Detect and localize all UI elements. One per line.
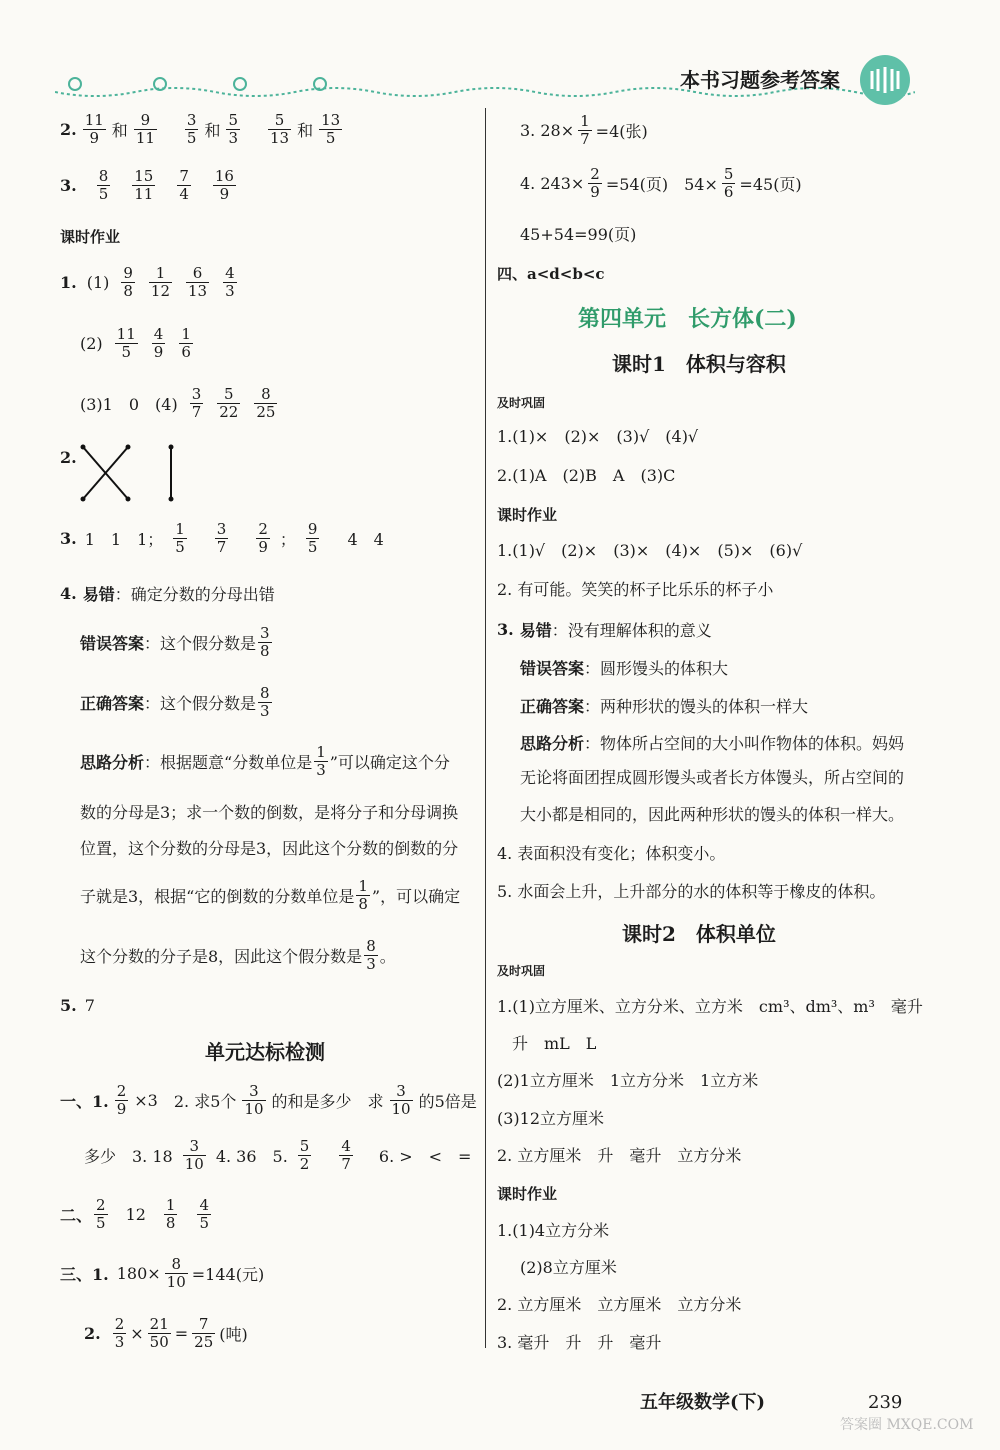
num: 3: [390, 1083, 413, 1101]
den: 5: [307, 538, 318, 556]
text: ”可以确定这个分: [329, 753, 450, 772]
text: ；: [279, 530, 296, 549]
num: 1: [358, 877, 368, 895]
den: 25: [256, 403, 276, 421]
analysis-line-3: 位置，这个分数的分母是3，因此这个分数的倒数的分: [80, 839, 459, 858]
num: 9: [123, 264, 133, 282]
fraction: [152, 326, 166, 361]
b3-analysis-3: 大小都是相同的，因此两种形状的馒头的体积一样大。: [520, 805, 905, 824]
text: =4(张): [595, 122, 648, 141]
num: 2: [96, 1196, 106, 1214]
fraction: [134, 112, 157, 147]
b5: 5. 水面会上升，上升部分的水的体积等于橡皮的体积。: [497, 882, 886, 901]
den: 7: [191, 403, 202, 421]
num: 15: [134, 167, 154, 185]
num: 3: [216, 520, 227, 538]
num: 4: [225, 264, 235, 282]
num: 2: [590, 165, 600, 183]
left-answer-3: [60, 168, 238, 203]
fraction: [390, 1083, 413, 1118]
num: 2: [116, 1082, 127, 1100]
label: 2.: [84, 1324, 101, 1343]
den: 8: [165, 1214, 176, 1232]
den: 3: [260, 702, 270, 720]
left-q4: [60, 582, 275, 605]
fraction: [190, 386, 204, 421]
fraction: [177, 168, 191, 203]
den: 5: [96, 1214, 106, 1232]
num: 1: [175, 520, 185, 538]
d1b: (2)8立方厘米: [520, 1258, 617, 1277]
den: 11: [135, 129, 155, 147]
den: 7: [580, 130, 590, 148]
r4b: 45+54=99(页): [520, 225, 637, 244]
fraction: [185, 112, 199, 147]
left-q1b: [80, 326, 195, 361]
review2-label: 及时巩固: [497, 964, 546, 978]
label: 思路分析: [80, 753, 145, 772]
den: 11: [134, 185, 154, 203]
den: 2: [299, 1155, 310, 1173]
lesson2-title: 课时2 体积单位: [622, 922, 776, 946]
fraction: [578, 113, 592, 148]
den: 6: [723, 183, 734, 201]
unit-test-title: 单元达标检测: [205, 1040, 325, 1064]
text: 的5倍是: [418, 1092, 477, 1111]
homework-label: 课时作业: [497, 506, 558, 524]
label: 错误答案: [80, 634, 145, 653]
num: 5: [299, 1137, 310, 1155]
text: 1 1 1；: [84, 530, 164, 549]
fraction: [197, 1197, 211, 1232]
num: 11: [84, 111, 104, 129]
den: 9: [590, 183, 600, 201]
fraction: [179, 326, 193, 361]
num: 5: [217, 386, 240, 404]
fraction: [192, 1316, 215, 1351]
num: 3: [260, 624, 270, 642]
num: 13: [321, 111, 341, 129]
fraction: [364, 938, 378, 973]
num: 3.: [60, 529, 77, 548]
fraction: [164, 1197, 178, 1232]
den: 5: [325, 129, 336, 147]
den: 12: [150, 282, 171, 300]
text: 180×: [116, 1264, 161, 1283]
fraction: [319, 112, 342, 147]
text: =: [174, 1324, 189, 1343]
fraction: [165, 1256, 188, 1291]
fraction: [94, 1197, 108, 1232]
fraction: [183, 1138, 206, 1173]
num: 4: [341, 1137, 351, 1155]
text: ：没有理解体积的意义: [551, 621, 712, 640]
text: 4. 36 5.: [215, 1147, 288, 1166]
b3-right: [520, 694, 808, 717]
text: 和: [297, 121, 314, 140]
text: ”，可以确定: [371, 887, 461, 906]
fraction: [97, 168, 111, 203]
fraction: [314, 744, 328, 779]
den: 4: [179, 185, 189, 203]
num: 9: [134, 112, 157, 130]
fraction: [83, 112, 106, 147]
b1: 1.(1)√ (2)× (3)× (4)× (5)× (6)√: [497, 541, 803, 560]
text: ：根据题意“分数单位是: [144, 753, 313, 772]
label: 错误答案: [520, 659, 585, 678]
den: 9: [89, 129, 100, 147]
text: 这个分数的分子是8，因此这个假分数是: [80, 947, 363, 966]
label: 易错: [519, 621, 552, 640]
num: 3: [242, 1083, 265, 1101]
fraction: [113, 1316, 127, 1351]
num: 2: [114, 1315, 125, 1333]
text: ×: [130, 1324, 144, 1343]
b4: 4. 表面积没有变化；体积变小。: [497, 844, 726, 863]
num: 11: [116, 325, 136, 343]
c1b: 升 mL L: [512, 1034, 597, 1053]
d2: 2. 立方厘米 立方厘米 立方分米: [497, 1295, 742, 1314]
fraction: [215, 521, 229, 556]
num: 4: [153, 325, 164, 343]
text: ：物体所占空间的大小叫作物体的体积。妈妈: [584, 734, 905, 753]
header-title: 本书习题参考答案: [680, 68, 840, 92]
fraction: [258, 625, 272, 660]
fraction: [213, 168, 236, 203]
b3-analysis-2: 无论将面团捏成圆形馒头或者长方体馒头，所占空间的: [520, 768, 905, 787]
watermark: 答案圈 MXQE.COM: [840, 1417, 974, 1433]
num: 3: [186, 111, 197, 129]
den: 3: [366, 955, 376, 973]
label: 一、1.: [60, 1092, 109, 1111]
text: 3. 28×: [520, 121, 575, 140]
book-icon-glyph: [860, 55, 910, 105]
b3-analysis: [520, 731, 904, 754]
label: 正确答案: [520, 697, 585, 716]
lesson1-title: 课时1 体积与容积: [612, 352, 786, 376]
c2: 2. 立方厘米 升 毫升 立方分米: [497, 1146, 742, 1165]
num: 5: [228, 111, 239, 129]
fraction: [121, 265, 135, 300]
fraction: [254, 386, 277, 421]
den: 50: [149, 1333, 169, 1351]
den: 10: [166, 1273, 186, 1291]
a1: 1.(1)× (2)× (3)√ (4)√: [497, 427, 699, 446]
num: 2: [258, 520, 268, 538]
den: 9: [153, 343, 164, 361]
den: 10: [184, 1155, 204, 1173]
left-analysis-4: [80, 878, 460, 913]
fraction: [148, 1316, 171, 1351]
den: 13: [188, 282, 208, 300]
fraction: [356, 878, 370, 913]
num: 8: [98, 167, 109, 185]
den: 7: [216, 538, 227, 556]
text: 4. 243×: [520, 174, 585, 193]
num: 5: [268, 112, 291, 130]
text: 7: [84, 996, 95, 1015]
num: 1: [165, 1196, 176, 1214]
text: ：圆形馒头的体积大: [584, 659, 729, 678]
num: 8: [254, 386, 277, 404]
left-q1a: [60, 265, 239, 300]
label: (1): [86, 273, 110, 292]
text: ：两种形状的馒头的体积一样大: [584, 697, 809, 716]
b3: [497, 618, 712, 641]
den: 8: [260, 642, 270, 660]
num: 3.: [60, 176, 77, 195]
den: 25: [194, 1333, 214, 1351]
text: 子就是3，根据“它的倒数的分数单位是: [80, 887, 355, 906]
left-q3: [60, 521, 384, 556]
text: (吨): [219, 1325, 248, 1344]
d1a: 1.(1)4立方分米: [497, 1221, 610, 1240]
review-label: 及时巩固: [497, 396, 546, 410]
text: 多少 3. 18: [84, 1147, 173, 1166]
page-number: 239: [868, 1392, 903, 1413]
fraction: [115, 326, 138, 361]
num: 8: [165, 1256, 188, 1274]
text: =54(页) 54×: [605, 175, 718, 194]
num: 4.: [60, 584, 77, 603]
den: 13: [270, 129, 290, 147]
c1a: 1.(1)立方厘米、立方分米、立方米 cm³、dm³、m³ 毫升: [497, 997, 923, 1016]
fraction: [223, 265, 237, 300]
left-s1b: [84, 1138, 471, 1173]
den: 10: [391, 1100, 411, 1118]
text: ×3: [134, 1091, 158, 1110]
fraction: [115, 1083, 129, 1118]
d3: 3. 毫升 升 升 毫升: [497, 1333, 662, 1352]
den: 22: [219, 403, 239, 421]
den: 9: [116, 1100, 127, 1118]
fraction: [258, 685, 272, 720]
num: 1: [181, 325, 191, 343]
matching-lines: [78, 444, 188, 504]
den: 8: [123, 282, 133, 300]
label: (3)1 0 (4): [80, 395, 178, 414]
den: 5: [121, 343, 131, 361]
den: 3: [225, 282, 235, 300]
den: 3: [316, 761, 326, 779]
text: =144(元): [191, 1265, 265, 1284]
left-analysis-1: [80, 744, 450, 779]
homework2-label: 课时作业: [497, 1185, 558, 1203]
text: 6. > < =: [378, 1147, 472, 1166]
num: 16: [214, 167, 234, 185]
r5: 四、a<d<b<c: [497, 265, 605, 283]
den: 8: [358, 895, 368, 913]
label: 思路分析: [520, 734, 585, 753]
a2: 2.(1)A (2)B A (3)C: [497, 466, 676, 485]
fraction: [186, 265, 209, 300]
c1d: (3)12立方厘米: [497, 1109, 605, 1128]
unit-title: 第四单元 长方体(二): [578, 306, 797, 332]
den: 7: [341, 1155, 351, 1173]
footer-label: 五年级数学(下): [640, 1392, 766, 1413]
den: 9: [219, 185, 230, 203]
num: 1: [316, 743, 326, 761]
fraction: [226, 112, 240, 147]
num: 4: [199, 1196, 210, 1214]
fraction: [298, 1138, 312, 1173]
c1c: (2)1立方厘米 1立方分米 1立方米: [497, 1071, 759, 1090]
num: 7: [179, 167, 189, 185]
num: 3: [191, 385, 202, 403]
num: 9: [307, 520, 318, 538]
text: ：这个假分数是: [144, 694, 257, 713]
left-s3a: [60, 1256, 264, 1291]
fraction: [173, 521, 187, 556]
den: 5: [175, 538, 185, 556]
column-divider: [485, 108, 486, 1348]
q2-num: 2.: [60, 448, 77, 467]
text: 12: [125, 1205, 146, 1224]
fraction: [217, 386, 240, 421]
text: 。: [379, 947, 396, 966]
label: (2): [80, 334, 103, 353]
left-analysis-5: [80, 938, 396, 973]
right-r4: [520, 166, 802, 201]
fraction: [132, 168, 155, 203]
text: 4 4: [347, 530, 384, 549]
fraction: [268, 112, 291, 147]
den: 5: [186, 129, 197, 147]
fraction: [242, 1083, 265, 1118]
left-answer-2: [60, 112, 344, 147]
left-s3b: [84, 1316, 248, 1351]
num: 1.: [60, 273, 77, 292]
left-q1c: [80, 386, 279, 421]
fraction: [722, 166, 736, 201]
matching-diagram: [78, 444, 188, 504]
den: 3: [228, 129, 239, 147]
text: 2. 求5个: [173, 1092, 237, 1111]
num: 2.: [60, 120, 77, 139]
left-s1a: [60, 1083, 477, 1118]
num: 3: [183, 1138, 206, 1156]
den: 3: [114, 1333, 125, 1351]
den: 10: [244, 1100, 264, 1118]
num: 1: [149, 265, 172, 283]
den: 5: [98, 185, 109, 203]
text: 的和是多少 求: [271, 1092, 384, 1111]
right-r3: [520, 113, 648, 148]
den: 5: [199, 1214, 210, 1232]
text: 和: [111, 121, 128, 140]
section-label: 课时作业: [60, 228, 121, 246]
label: 二、: [60, 1206, 93, 1225]
left-right: [80, 685, 274, 720]
num: 5.: [60, 996, 77, 1015]
text: 和: [204, 121, 221, 140]
b2: 2. 有可能。笑笑的杯子比乐乐的杯子小: [497, 580, 774, 599]
num: 8: [366, 937, 376, 955]
text: ：这个假分数是: [144, 634, 257, 653]
fraction: [588, 166, 602, 201]
den: 9: [258, 538, 268, 556]
left-wrong: [80, 625, 274, 660]
num: 1: [580, 112, 590, 130]
num: 8: [260, 684, 270, 702]
text: ：确定分数的分母出错: [114, 585, 275, 604]
left-s2: [60, 1197, 213, 1232]
label: 正确答案: [80, 694, 145, 713]
fraction: [306, 521, 320, 556]
num: 5: [723, 165, 734, 183]
b3-wrong: [520, 656, 728, 679]
fraction: [256, 521, 270, 556]
num: 21: [149, 1315, 169, 1333]
den: 6: [181, 343, 191, 361]
label: 三、1.: [60, 1265, 109, 1284]
label: 易错: [82, 585, 115, 604]
analysis-line-2: 数的分母是3；求一个数的倒数，是将分子和分母调换: [80, 803, 459, 822]
num: 3.: [497, 620, 514, 639]
fraction: [339, 1138, 353, 1173]
text: =45(页): [739, 175, 802, 194]
fraction: [149, 265, 172, 300]
book-icon: [860, 55, 910, 105]
num: 6: [186, 265, 209, 283]
num: 7: [192, 1316, 215, 1334]
left-q5: [60, 996, 95, 1015]
